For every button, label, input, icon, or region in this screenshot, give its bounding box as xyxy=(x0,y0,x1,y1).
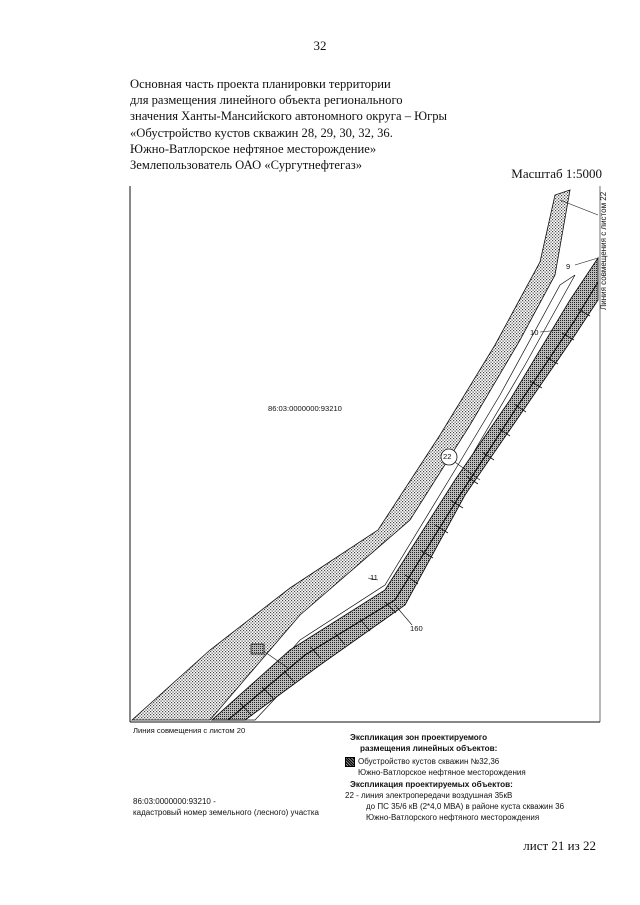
legend-zones-heading-2: размещения линейных объектов: xyxy=(360,744,498,753)
legend-zones-heading: Экспликация зон проектируемого xyxy=(350,733,488,742)
marker-label-160: 160 xyxy=(410,624,423,633)
marker-label-22: 22 xyxy=(443,452,452,461)
page-number: 32 xyxy=(313,38,327,53)
header-line: Землепользователь ОАО «Сургутнефтегаз» xyxy=(130,158,363,173)
marker-label-10: 10 xyxy=(530,328,539,337)
legend-object-line-2: до ПС 35/6 кВ (2*4,0 МВА) в районе куста скважин 36 xyxy=(366,802,565,811)
marker-label-11: 11 xyxy=(370,573,378,582)
header-line: Южно-Ватлорское нефтяное месторождение» xyxy=(130,141,377,156)
scale-label: Масштаб 1:5000 xyxy=(511,166,602,181)
well-pad-marker xyxy=(251,644,264,654)
legend-objects-heading: Экспликация проектируемых объектов: xyxy=(350,780,513,789)
sheet-label: лист 21 из 22 xyxy=(523,838,596,853)
header-line: Основная часть проекта планировки территории xyxy=(130,77,391,91)
map-frame xyxy=(130,186,600,722)
cadastre-number: 86:03:0000000:93210 - xyxy=(133,797,216,806)
legend-object-line: 22 - линия электропередачи воздушная 35кВ xyxy=(345,791,513,800)
marker-label-9: 9 xyxy=(566,262,571,271)
cadastre-description: кадастровый номер земельного (лесного) участка xyxy=(133,808,319,817)
legend-zone-swatch xyxy=(345,757,355,767)
header-line: «Обустройство кустов скважин 28, 29, 30, 32, 36. xyxy=(130,125,393,140)
legend-zone-item: Обустройство кустов скважин №32,36 xyxy=(358,757,500,766)
header-line: для размещения линейного объекта регионального xyxy=(130,93,403,108)
parcel-id-label: 86:03:0000000:93210 xyxy=(268,404,342,413)
match-line-bottom: Линия совмещения с листом 20 xyxy=(133,726,246,735)
legend-zone-item-2: Южно-Ватлорское нефтяное месторождения xyxy=(358,768,526,777)
match-line-right: Линия совмещения с листом 22 xyxy=(599,191,608,310)
legend-object-line-3: Южно-Ватлорского нефтяного месторождения xyxy=(366,813,540,822)
header-line: значения Ханты-Мансийского автономного округа – Югры xyxy=(130,109,448,124)
